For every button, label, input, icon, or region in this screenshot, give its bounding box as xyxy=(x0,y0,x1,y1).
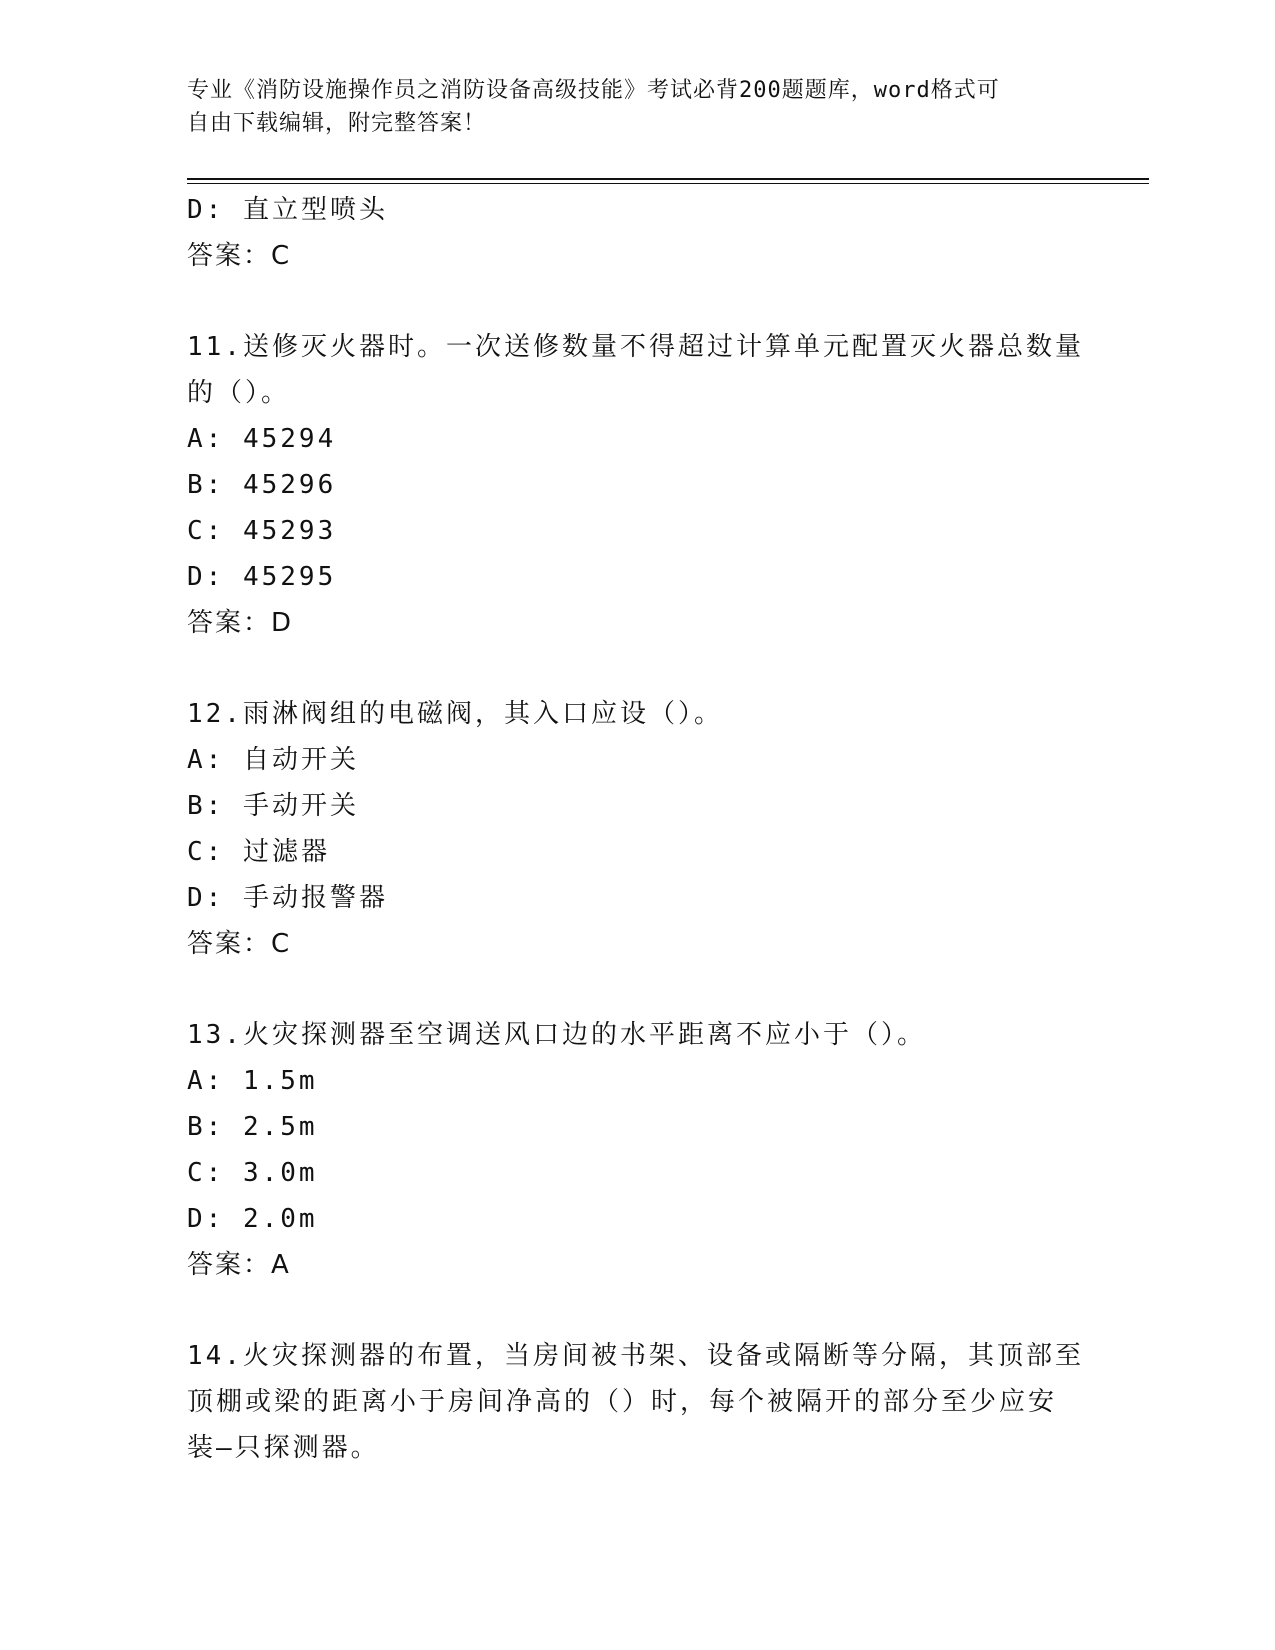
header-line-2: 自由下载编辑，附完整答案！ xyxy=(187,111,487,136)
option-d: D: 直立型喷头 xyxy=(187,195,388,225)
question-stem-line: 装—只探测器。 xyxy=(187,1433,380,1463)
answer-line: 答案：D xyxy=(187,608,294,638)
question-stem-line: 13.火灾探测器至空调送风口边的水平距离不应小于（）。 xyxy=(187,1020,926,1050)
option-c: C: 过滤器 xyxy=(187,837,330,867)
option-d: D: 手动报警器 xyxy=(187,883,388,913)
header-divider-thin xyxy=(187,183,1149,184)
question-stem-line: 顶棚或梁的距离小于房间净高的（）时，每个被隔开的部分至少应安 xyxy=(187,1387,1058,1417)
option-b: B: 45296 xyxy=(187,470,337,500)
option-c: C: 3.0m xyxy=(187,1158,318,1188)
option-b: B: 2.5m xyxy=(187,1112,318,1142)
header-line-1: 专业《消防设施操作员之消防设备高级技能》考试必背200题题库，word格式可 xyxy=(187,78,1000,103)
question-12 xyxy=(187,691,1087,967)
answer-line: 答案：A xyxy=(187,1250,291,1280)
option-c: C: 45293 xyxy=(187,516,337,546)
question-gap xyxy=(187,646,1087,691)
question-gap xyxy=(187,1288,1087,1333)
question-gap xyxy=(187,967,1087,1012)
answer-line: 答案：C xyxy=(187,241,292,271)
question-stem-line: 14.火灾探测器的布置，当房间被书架、设备或隔断等分隔，其顶部至 xyxy=(187,1341,1084,1371)
answer-line: 答案：C xyxy=(187,929,292,959)
option-d: D: 45295 xyxy=(187,562,337,592)
option-d: D: 2.0m xyxy=(187,1204,318,1234)
question-list xyxy=(187,187,1087,1471)
question-stem-line: 12.雨淋阀组的电磁阀，其入口应设（）。 xyxy=(187,699,723,729)
question-14 xyxy=(187,1333,1087,1471)
header-divider-thick xyxy=(187,178,1149,180)
document-header xyxy=(187,74,1067,140)
question-10-tail xyxy=(187,187,1087,279)
question-11 xyxy=(187,324,1087,646)
option-a: A: 自动开关 xyxy=(187,745,359,775)
question-stem-line: 的（）。 xyxy=(187,378,291,408)
question-gap xyxy=(187,279,1087,324)
question-stem-line: 11.送修灭火器时。一次送修数量不得超过计算单元配置灭火器总数量 xyxy=(187,332,1084,362)
option-b: B: 手动开关 xyxy=(187,791,359,821)
option-a: A: 45294 xyxy=(187,424,337,454)
option-a: A: 1.5m xyxy=(187,1066,318,1096)
question-13 xyxy=(187,1012,1087,1288)
